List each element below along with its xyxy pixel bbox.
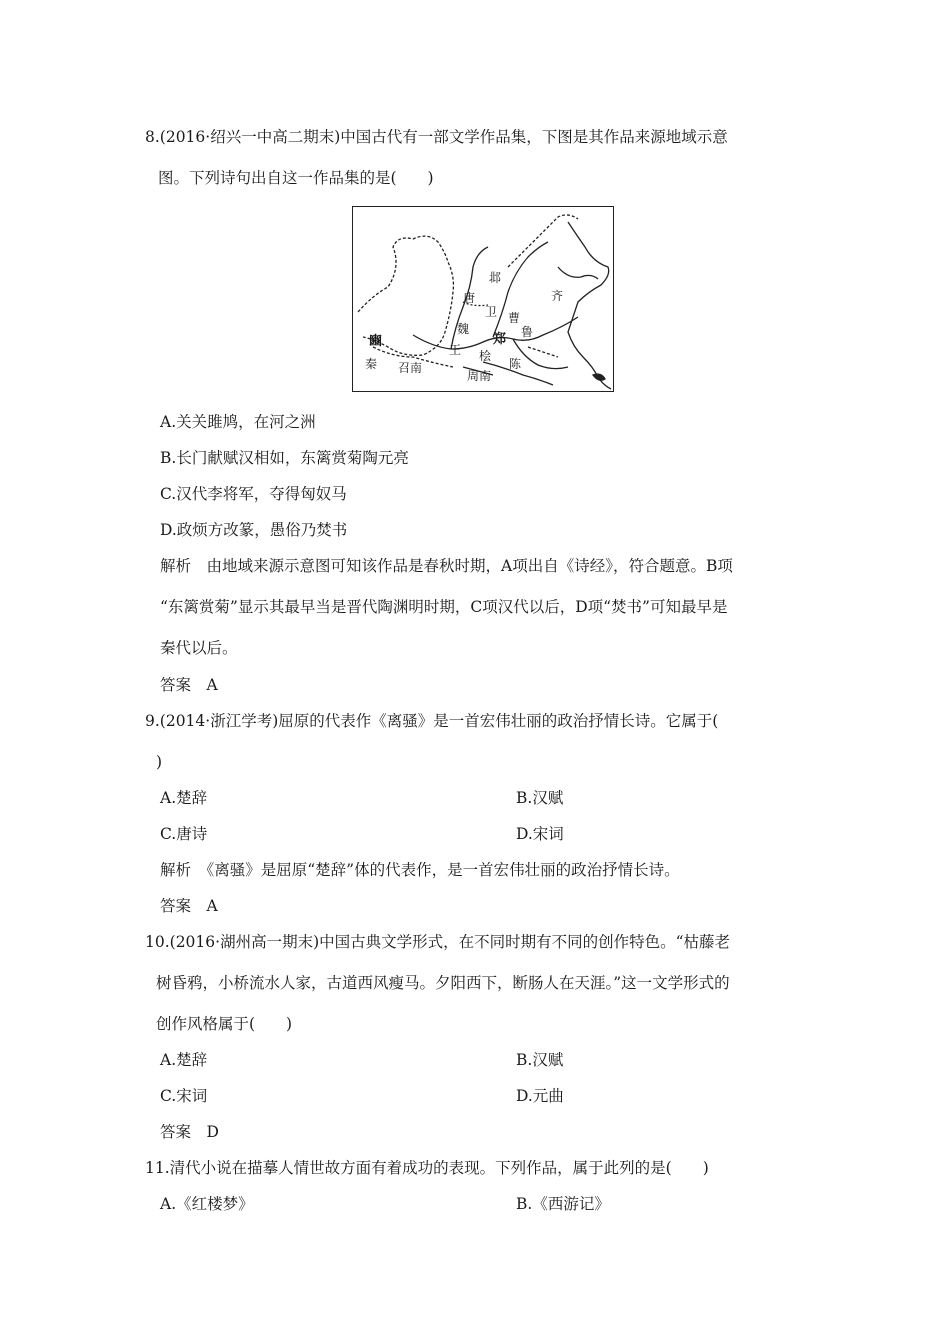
map-label-bei: 邶 (489, 271, 502, 285)
map-label-qin: 秦 (365, 357, 378, 371)
q9-stem-line2: ) (156, 753, 163, 771)
map-label-zhounan: 周南 (467, 369, 492, 383)
q9-option-d: D.宋词 (516, 825, 564, 843)
q8-analysis-line1: 解析 由地域来源示意图可知该作品是春秋时期，A项出自《诗经》，符合题意。B项 (160, 557, 733, 575)
q10-stem-line2: 树昏鸦，小桥流水人家，古道西风瘦马。夕阳西下，断肠人在天涯。”这一文学形式的 (156, 974, 730, 992)
q11-option-b: B.《西游记》 (516, 1195, 610, 1213)
map-label-cao: 曹 (508, 311, 521, 325)
map-label-wang: 王 (449, 343, 462, 357)
map-label-wei: 魏 (457, 322, 470, 336)
q8-answer: 答案 A (160, 676, 218, 694)
map-label-wei-state: 卫 (485, 305, 498, 319)
map-label-chen: 陈 (509, 357, 522, 371)
q10-stem-line3: 创作风格属于( ) (156, 1015, 293, 1033)
q10-stem-line1: 10.(2016·湖州高一期末)中国古典文学形式，在不同时期有不同的创作特色。“枯藤老 (145, 933, 731, 951)
q10-answer: 答案 D (160, 1123, 219, 1141)
map-outline-drawing (353, 207, 613, 391)
map-label-lu: 鲁 (521, 325, 534, 339)
map-label-zheng: 郑 (493, 332, 507, 347)
q9-answer: 答案 A (160, 897, 218, 915)
map-label-tang: 唐 (463, 291, 476, 305)
q8-option-d: D.政烦方改篆，愚俗乃焚书 (160, 521, 348, 539)
q10-option-c: C.宋词 (160, 1087, 208, 1105)
q9-stem-line1: 9.(2014·浙江学考)屈原的代表作《离骚》是一首宏伟壮丽的政治抒情长诗。它属于( (145, 712, 719, 730)
q10-option-d: D.元曲 (516, 1087, 564, 1105)
q8-option-c: C.汉代李将军，夺得匈奴马 (160, 485, 347, 503)
q9-analysis: 解析 《离骚》是屈原“楚辞”体的代表作，是一首宏伟壮丽的政治抒情长诗。 (160, 861, 680, 879)
q10-option-b: B.汉赋 (516, 1051, 564, 1069)
q11-stem-line1: 11.清代小说在描摹人情世故方面有着成功的表现。下列作品，属于此列的是( ) (145, 1159, 709, 1177)
map-label-kuai: 桧 (479, 349, 492, 363)
map-label-bin: 豳 (369, 334, 383, 349)
q9-option-c: C.唐诗 (160, 825, 208, 843)
q8-analysis-line3: 秦代以后。 (160, 639, 238, 657)
q9-option-b: B.汉赋 (516, 789, 564, 807)
q8-analysis-line2: “东篱赏菊”显示其最早当是晋代陶渊明时期，C项汉代以后，D项“焚书”可知最早是 (160, 598, 728, 616)
q11-option-a: A.《红楼梦》 (160, 1195, 254, 1213)
q10-option-a: A.楚辞 (160, 1051, 208, 1069)
q8-stem-line1: 8.(2016·绍兴一中高二期末)中国古代有一部文学作品集，下图是其作品来源地域示意 (145, 128, 728, 146)
q9-option-a: A.楚辞 (160, 789, 208, 807)
map-label-shaonan: 召南 (398, 361, 423, 375)
map-label-qi: 齐 (551, 289, 564, 303)
q8-stem-line2: 图。下列诗句出自这一作品集的是( ) (158, 169, 434, 187)
q8-option-b: B.长门献赋汉相如，东篱赏菊陶元亮 (160, 449, 409, 467)
q8-option-a: A.关关雎鸠，在河之洲 (160, 413, 316, 431)
q8-region-map (352, 206, 614, 392)
